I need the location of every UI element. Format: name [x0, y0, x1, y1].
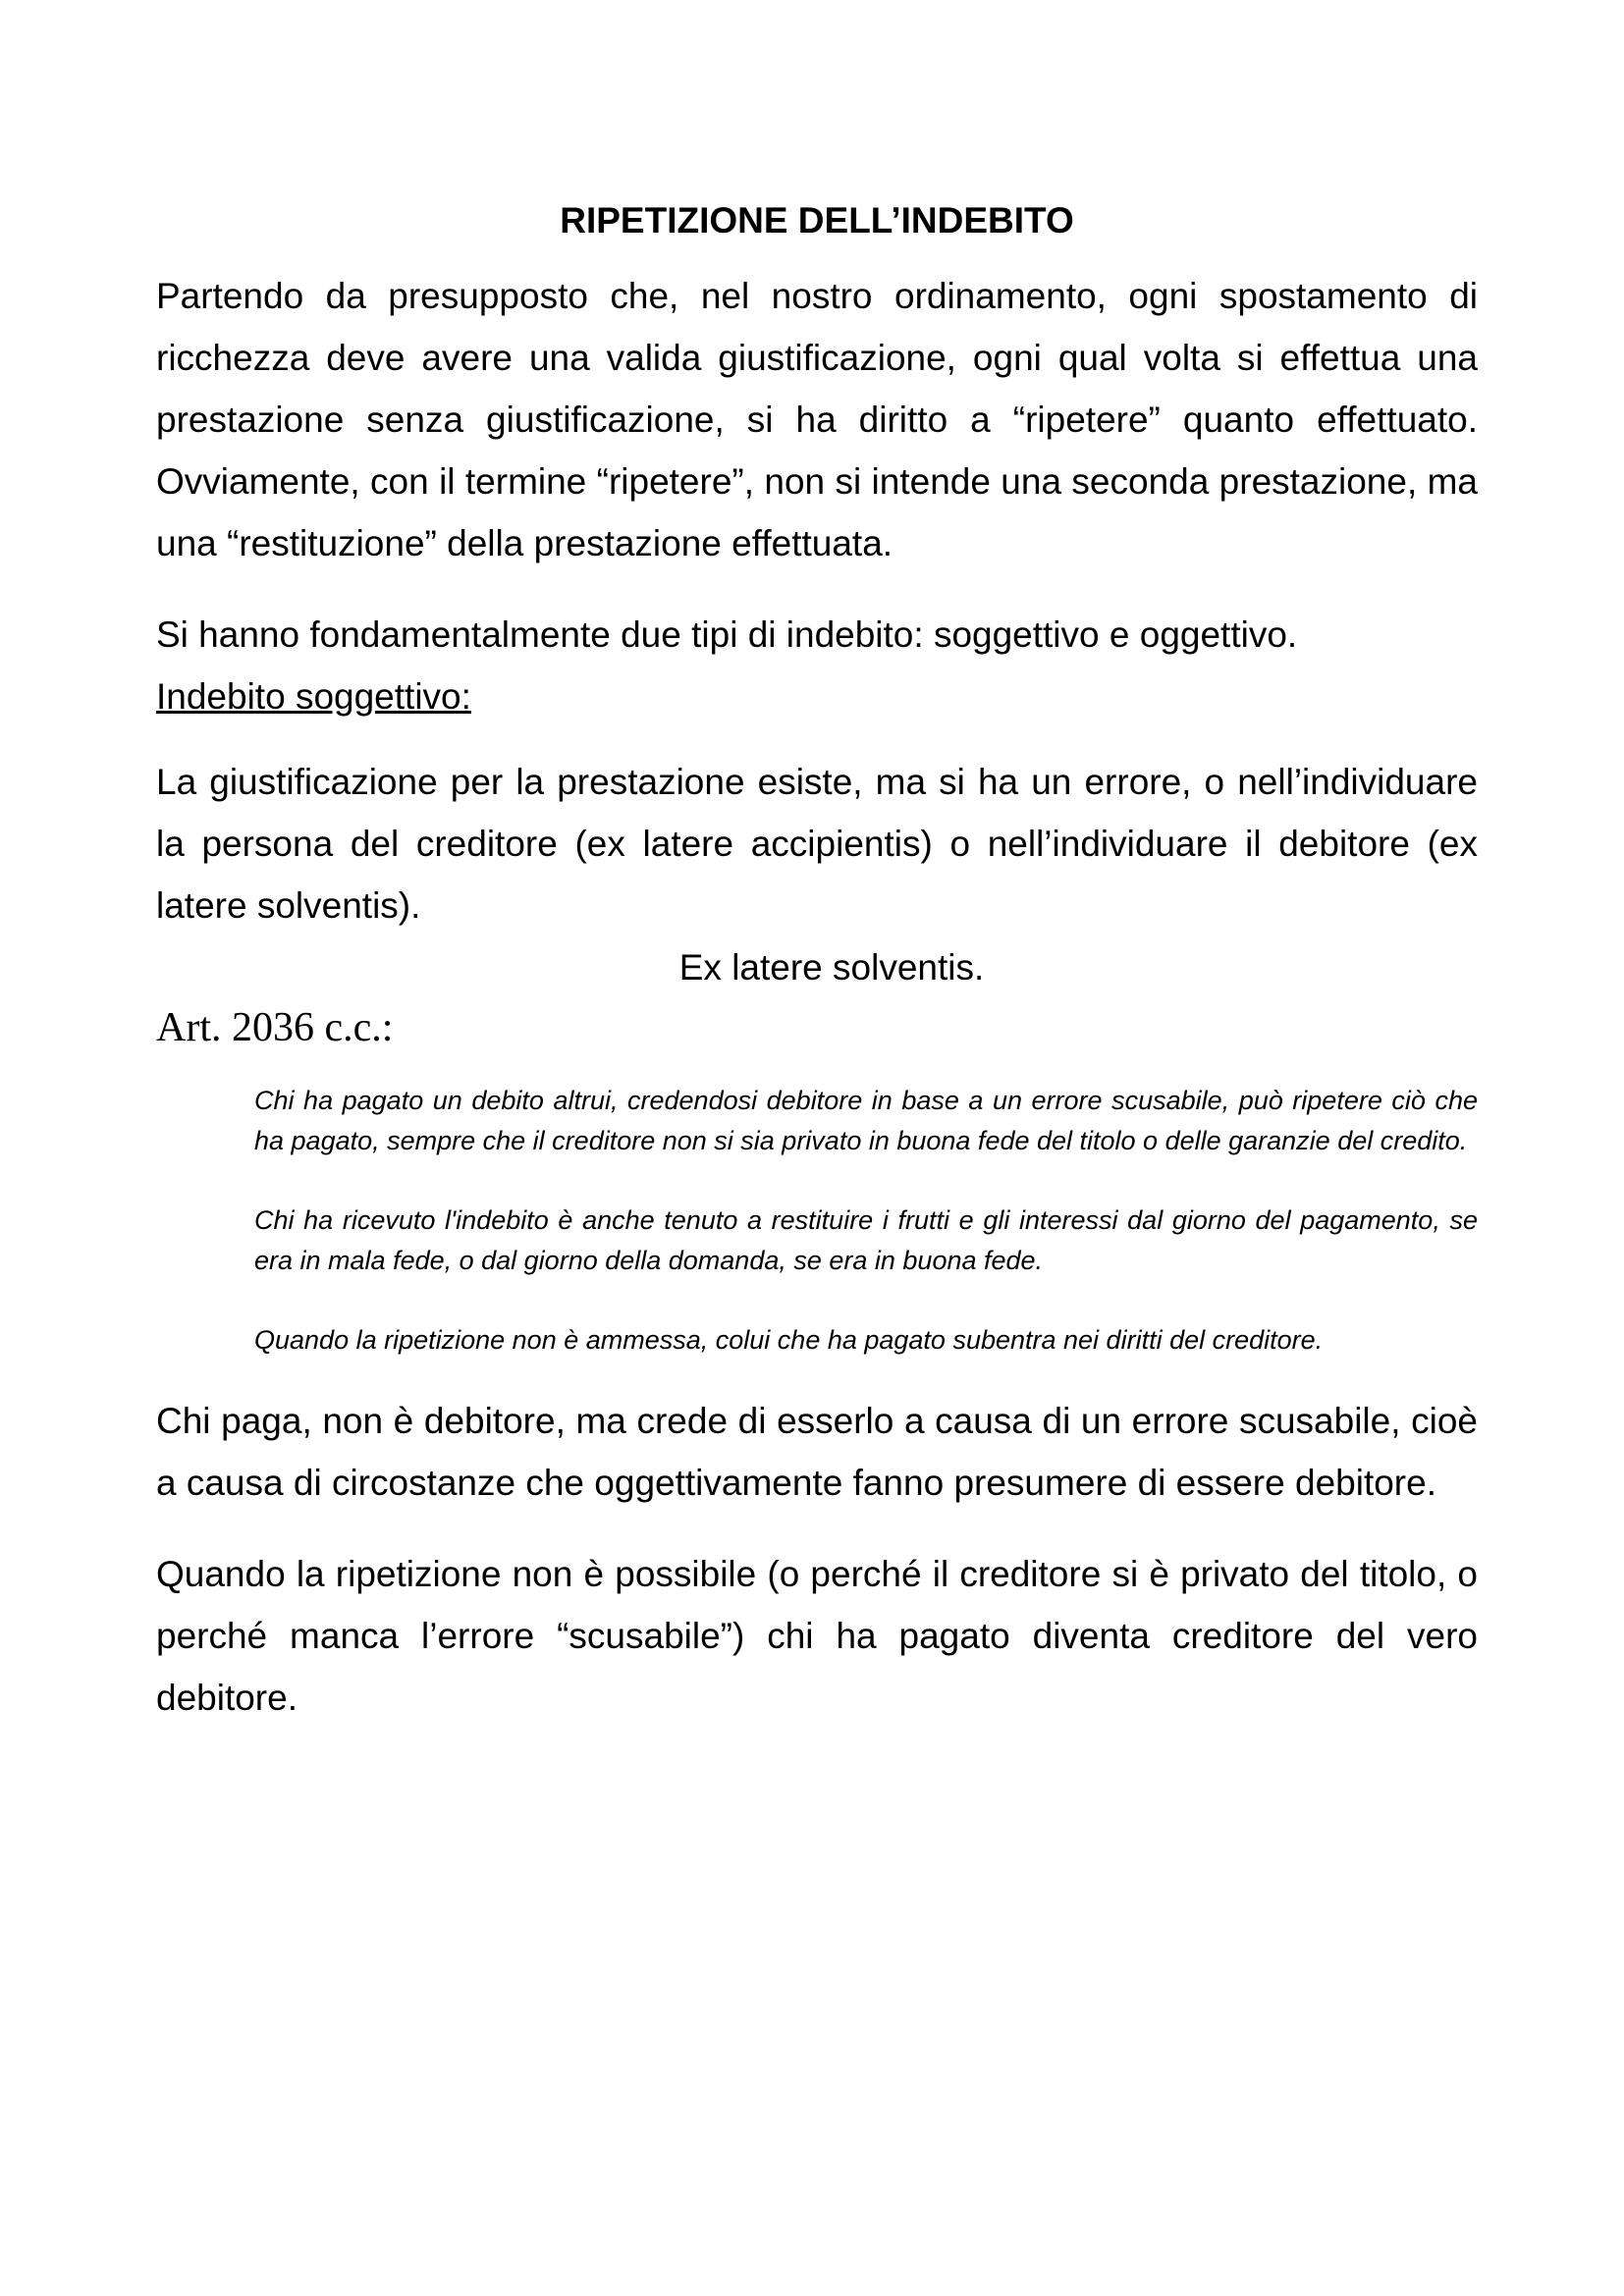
- document-content: [156, 196, 1478, 1729]
- article-quote: [254, 1081, 1478, 1361]
- subsection-heading: Ex latere solventis.: [678, 947, 985, 988]
- intro-paragraph: Partendo da presupposto che, nel nostro ordinamento, ogni spostamento di ricchezza deve avere una valida giustificazione, ogni qual volta si effettua una prestazione senza giustificazione, si ha diritto a “ripetere” quanto effettuato. Ovviamente, con il termine “ripetere”, non si intende una seconda prestazione, ma una “restituzione” della prestazione effettuata.: [156, 276, 1478, 563]
- quote-paragraph: Quando la ripetizione non è ammessa, colui che ha pagato subentra nei diritti del creditore.: [254, 1325, 1324, 1355]
- quote-paragraph: Chi ha ricevuto l'indebito è anche tenuto a restituire i frutti e gli interessi dal giorno del pagamento, se era in mala fede, o dal giorno della domanda, se era in buona fede.: [254, 1205, 1478, 1275]
- article-label: Art. 2036 c.c.:: [156, 1005, 394, 1050]
- document-title: RIPETIZIONE DELL’INDEBITO: [560, 200, 1074, 240]
- quote-paragraph: Chi ha pagato un debito altrui, credendosi debitore in base a un errore scusabile, può ripetere ciò che ha pagato, sempre che il creditore non si sia privato in buona fede del titolo o delle garanzie del credito.: [254, 1086, 1478, 1155]
- closing-paragraph: Quando la ripetizione non è possibile (o perché il creditore si è privato del titolo, o perché manca l’errore “scusabile”) chi ha pagato diventa creditore del vero debitore.: [156, 1554, 1478, 1718]
- section-paragraph: La giustificazione per la prestazione esiste, ma si ha un errore, o nell’individuare la persona del creditore (ex latere accipientis) o nell’individuare il debitore (ex latere solventis).: [156, 762, 1478, 926]
- section-heading: Indebito soggettivo:: [156, 676, 471, 717]
- types-paragraph: Si hanno fondamentalmente due tipi di indebito: soggettivo e oggettivo.: [156, 614, 1298, 655]
- explanation-paragraph: Chi paga, non è debitore, ma crede di esserlo a causa di un errore scusabile, cioè a causa di circostanze che oggettivamente fanno presumere di essere debitore.: [156, 1401, 1478, 1503]
